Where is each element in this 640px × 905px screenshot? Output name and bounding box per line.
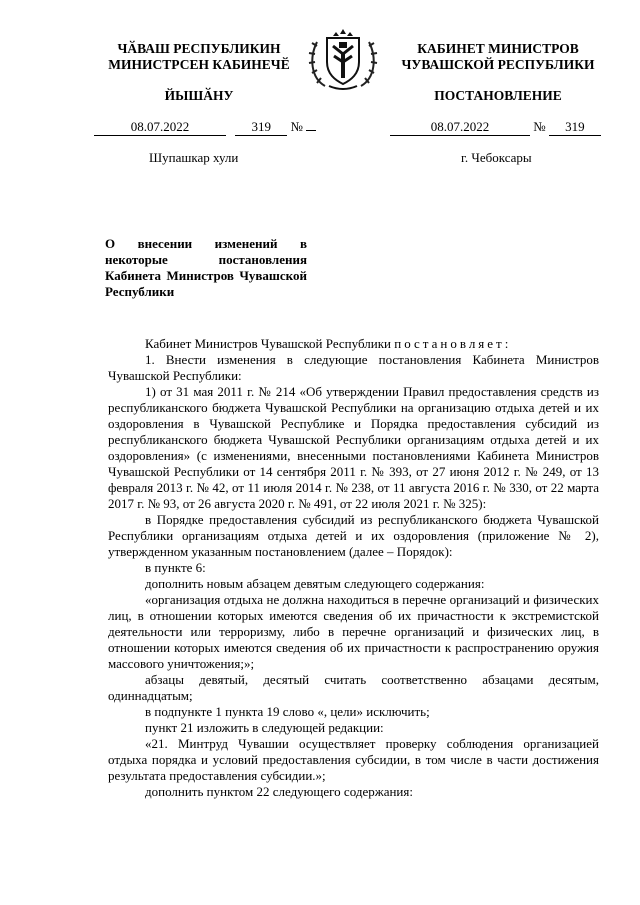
date-right: 08.07.2022 [390, 119, 530, 136]
place-left: Шупашкар хули [149, 150, 239, 165]
number-sign-left: № [290, 119, 303, 134]
dateline-right [390, 119, 601, 135]
number-right: 319 [549, 119, 601, 136]
date-left: 08.07.2022 [94, 119, 226, 136]
document-subject: О внесении изменений в некоторые постановления Кабинета Министров Чувашской Республики [105, 236, 307, 299]
doc-type-right: ПОСТАНОВЛЕНИЕ [434, 88, 562, 103]
body-intro [108, 336, 599, 352]
body-paragraph: в пункте 6: [145, 560, 206, 575]
number-sign-right: № [533, 119, 546, 134]
body-paragraph: «21. Минтруд Чувашии осуществляет проверку соблюдения организацией отдыха порядка и условий предоставления субсидии, в том числе в части достижения результата предоставления субсидии.»; [108, 736, 599, 783]
header-left-line2: МИНИСТРСЕН КАБИНЕЧӖ [108, 57, 290, 72]
header-right-line2: ЧУВАШСКОЙ РЕСПУБЛИКИ [401, 57, 595, 72]
body-paragraph: 1) от 31 мая 2011 г. № 214 «Об утверждении Правил предоставления средств из республиканского бюджета Чувашской Республики на организацию отдыха детей и их оздоровления в Чувашской Республике и Порядка предоставления субсидий из республиканского бюджета Чувашской Республики организациям отдыха детей и их оздоровления» (с изменениями, внесенными постановлениями Кабинета Министров Чувашской Республики от 14 сентября 2011 г. № 393, от 27 июня 2012 г. № 249, от 13 февраля 2013 г. № 42, от 11 июля 2014 г. № 238, от 11 августа 2016 г. № 330, от 22 марта 2017 г. № 93, от 26 августа 2020 г. № 491, от 22 июля 2021 г. № 325): [108, 384, 599, 511]
dateline-left [94, 119, 316, 135]
chuvash-coat-of-arms-icon [303, 28, 383, 92]
doc-type-left: ЙЫШӐНУ [164, 88, 234, 103]
body-paragraph: дополнить пунктом 22 следующего содержания: [145, 784, 413, 799]
header-left [94, 41, 304, 73]
body-paragraph: 1. Внести изменения в следующие постановления Кабинета Министров Чувашской Республики: [108, 352, 599, 383]
body-paragraph: в подпункте 1 пункта 19 слово «, цели» исключить; [145, 704, 430, 719]
body-paragraph: в Порядке предоставления субсидий из республиканского бюджета Чувашской Республики организациям отдыха детей и их оздоровления (приложение № 2), утвержденном указанным постановлением (далее – Порядок): [108, 512, 599, 559]
number-left: 319 [235, 119, 287, 136]
body-paragraph: абзацы девятый, десятый считать соответственно абзацами десятым, одиннадцатым; [108, 672, 599, 703]
header-right-line1: КАБИНЕТ МИНИСТРОВ [417, 41, 579, 56]
body-paragraph: дополнить новым абзацем девятым следующего содержания: [145, 576, 485, 591]
document-body [108, 336, 599, 800]
header-left-line1: ЧӐВАШ РЕСПУБЛИКИН [117, 41, 281, 56]
place-right: г. Чебоксары [461, 150, 532, 165]
intro-spaced: постановляет: [394, 336, 512, 351]
body-paragraph: пункт 21 изложить в следующей редакции: [145, 720, 384, 735]
header-right [388, 41, 608, 73]
intro-prefix: Кабинет Министров Чувашской Республики [145, 336, 391, 351]
body-paragraph: «организация отдыха не должна находиться в перечне организаций и физических лиц, в отношении которых имеются сведения об их причастности к экстремистской деятельности или терроризму, либо в перечне организаций и физических лиц, в отношении которых имеются сведения об их причастности к распространению оружия массового уничтожения;»; [108, 592, 599, 671]
